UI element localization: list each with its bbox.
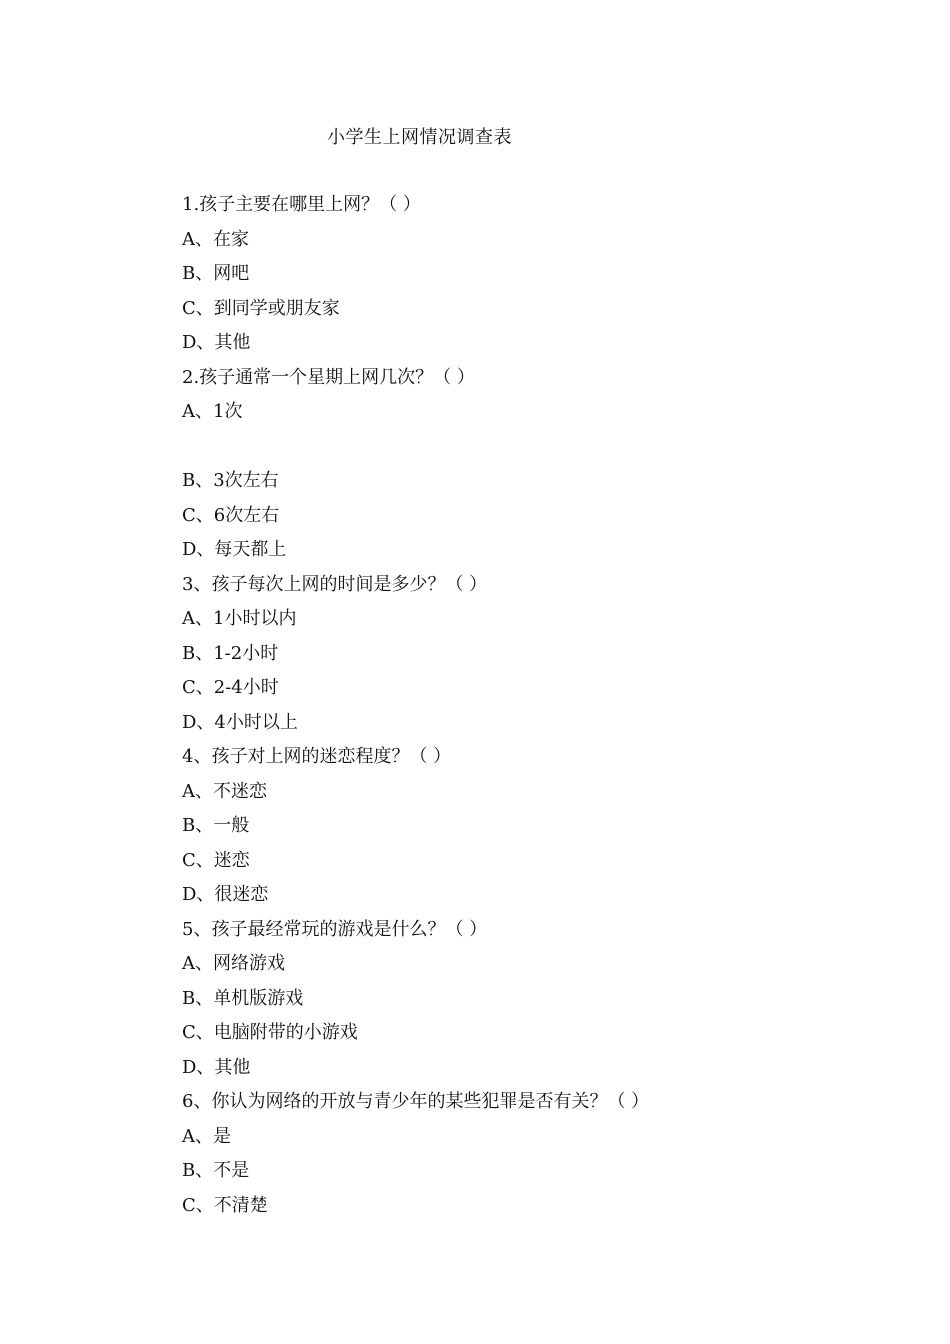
question-1-option-d: D、其他 bbox=[182, 332, 251, 353]
question-3-option-d: D、4小时以上 bbox=[182, 711, 298, 733]
question-4-option-b: B、一般 bbox=[182, 815, 250, 836]
question-5-option-d: D、其他 bbox=[182, 1056, 251, 1078]
question-3-option-c: C、2-4小时 bbox=[182, 677, 279, 698]
question-5: 5、孩子最经常玩的游戏是什么？（ ） bbox=[182, 918, 488, 940]
question-1-option-a: A、在家 bbox=[182, 228, 249, 250]
document-title: 小学生上网情况调查表 bbox=[327, 127, 512, 148]
question-6-option-a: A、是 bbox=[182, 1125, 231, 1147]
question-2-option-a: A、1次 bbox=[182, 401, 243, 422]
question-1: 1.孩子主要在哪里上网？（ ） bbox=[182, 194, 421, 215]
question-1-option-c: C、到同学或朋友家 bbox=[182, 297, 340, 319]
question-1-option-b: B、网吧 bbox=[182, 263, 250, 284]
question-5-option-a: A、网络游戏 bbox=[182, 953, 285, 974]
question-4-option-d: D、很迷恋 bbox=[182, 884, 269, 905]
question-4-option-a: A、不迷恋 bbox=[182, 780, 267, 802]
question-3-option-b: B、1-2小时 bbox=[182, 642, 279, 664]
survey-questions bbox=[182, 193, 882, 1228]
question-2: 2.孩子通常一个星期上网几次？（ ） bbox=[182, 366, 475, 388]
question-6: 6、你认为网络的开放与青少年的某些犯罪是否有关？（ ） bbox=[182, 1091, 650, 1112]
question-5-option-b: B、单机版游戏 bbox=[182, 987, 304, 1009]
question-2-option-c: C、6次左右 bbox=[182, 504, 280, 526]
question-5-option-c: C、电脑附带的小游戏 bbox=[182, 1022, 358, 1043]
question-3: 3、孩子每次上网的时间是多少？（ ） bbox=[182, 573, 488, 595]
question-6-option-b: B、不是 bbox=[182, 1160, 250, 1181]
question-3-option-a: A、1小时以内 bbox=[182, 608, 297, 629]
question-2-option-b: B、3次左右 bbox=[182, 470, 279, 491]
question-6-option-c: C、不清楚 bbox=[182, 1194, 268, 1216]
blank-line bbox=[182, 435, 882, 470]
question-4: 4、孩子对上网的迷恋程度？（ ） bbox=[182, 746, 452, 767]
question-4-option-c: C、迷恋 bbox=[182, 849, 250, 871]
question-2-option-d: D、每天都上 bbox=[182, 539, 287, 560]
